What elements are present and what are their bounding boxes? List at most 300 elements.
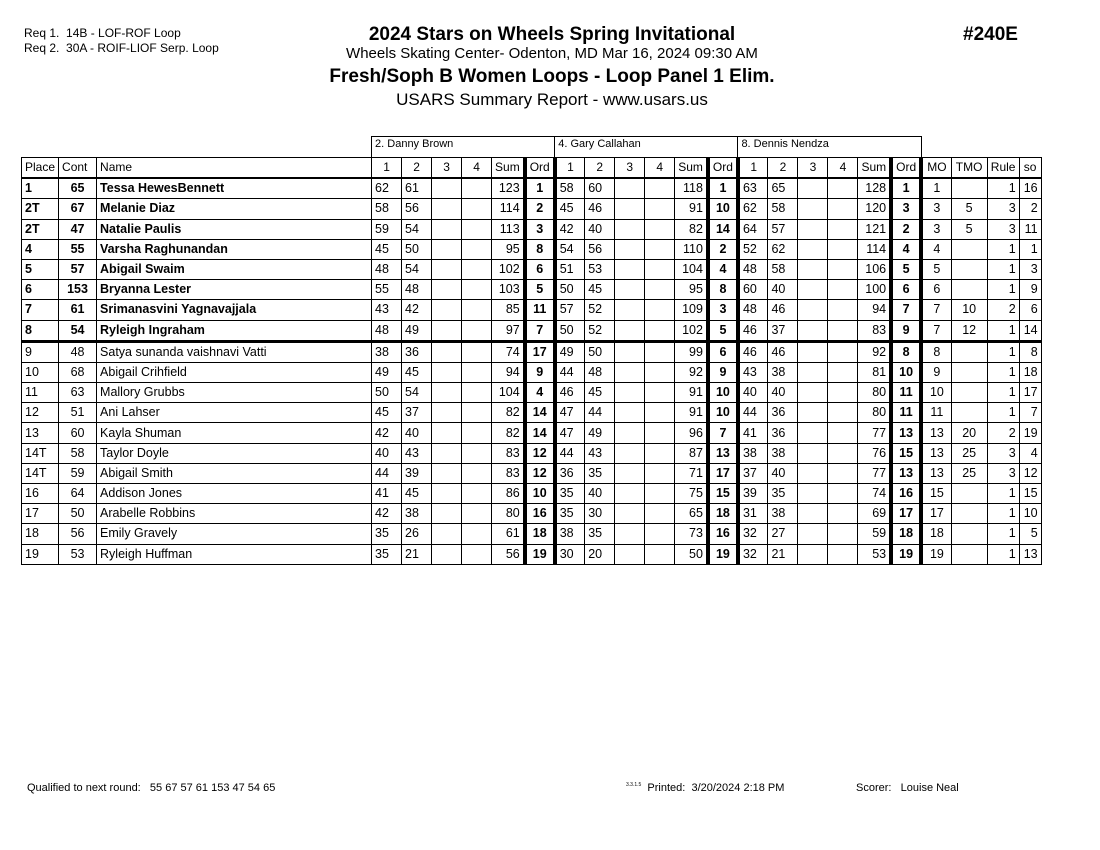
- table-row: [22, 320, 1042, 341]
- mark-cell: 48: [585, 362, 615, 382]
- mark-cell: [615, 219, 645, 239]
- sum-cell: 104: [675, 259, 708, 279]
- sum-cell: 91: [675, 383, 708, 403]
- cont-cell: 47: [59, 219, 97, 239]
- mark-cell: 26: [402, 524, 432, 544]
- mo-cell: 15: [921, 484, 951, 504]
- ordinal-cell: 15: [708, 484, 738, 504]
- mark-cell: 42: [402, 300, 432, 320]
- mark-cell: [645, 383, 675, 403]
- mark-cell: 39: [402, 463, 432, 483]
- ordinal-cell: 14: [708, 219, 738, 239]
- mark-cell: [828, 484, 858, 504]
- mark-cell: [798, 259, 828, 279]
- mark-cell: [432, 403, 462, 423]
- mark-cell: [828, 504, 858, 524]
- mark-cell: [828, 219, 858, 239]
- table-row: [22, 280, 1042, 300]
- ordinal-cell: 7: [525, 320, 555, 341]
- mark-cell: 45: [372, 239, 402, 259]
- place-cell: 13: [22, 423, 59, 443]
- mark-cell: [432, 504, 462, 524]
- mark-cell: 38: [372, 341, 402, 362]
- ordinal-cell: 10: [708, 199, 738, 219]
- mark-cell: [432, 484, 462, 504]
- mark-cell: [615, 341, 645, 362]
- sum-cell: 104: [492, 383, 525, 403]
- ordinal-cell: 3: [525, 219, 555, 239]
- skater-name-cell: Ryleigh Huffman: [97, 544, 372, 564]
- mark-cell: [798, 524, 828, 544]
- mark-cell: [462, 259, 492, 279]
- sum-cell: 96: [675, 423, 708, 443]
- rule-cell: 2: [987, 423, 1019, 443]
- mark-cell: 38: [738, 443, 768, 463]
- mark-cell: [462, 199, 492, 219]
- mark-cell: 43: [372, 300, 402, 320]
- mark-cell: [615, 504, 645, 524]
- skater-name-cell: Tessa HewesBennett: [97, 178, 372, 199]
- mark-cell: [462, 383, 492, 403]
- mark-cell: 59: [372, 219, 402, 239]
- ordinal-cell: 17: [708, 463, 738, 483]
- mark-cell: 41: [372, 484, 402, 504]
- table-row: [22, 463, 1042, 483]
- ordinal-cell: 12: [525, 463, 555, 483]
- mark-cell: 65: [768, 178, 798, 199]
- mark-cell: 41: [738, 423, 768, 443]
- mark-cell: [462, 544, 492, 564]
- ordinal-cell: 18: [891, 524, 921, 544]
- mark-cell: 47: [555, 423, 585, 443]
- table-row: [22, 443, 1042, 463]
- mark-cell: [615, 199, 645, 219]
- sum-cell: 82: [492, 403, 525, 423]
- sum-cell: 53: [858, 544, 891, 564]
- tmo-cell: 5: [951, 199, 987, 219]
- cont-cell: 68: [59, 362, 97, 382]
- ordinal-cell: 9: [708, 362, 738, 382]
- mark-cell: 43: [402, 443, 432, 463]
- mark-cell: [462, 362, 492, 382]
- mark-cell: 57: [555, 300, 585, 320]
- mark-cell: 52: [585, 300, 615, 320]
- mark-cell: [798, 504, 828, 524]
- col-judge-2-mark-4: 4: [645, 158, 675, 179]
- mark-cell: [645, 199, 675, 219]
- sum-cell: 65: [675, 504, 708, 524]
- mark-cell: 50: [555, 320, 585, 341]
- mo-cell: 13: [921, 463, 951, 483]
- mo-cell: 1: [921, 178, 951, 199]
- mark-cell: 61: [402, 178, 432, 199]
- mark-cell: [828, 443, 858, 463]
- tmo-cell: 25: [951, 443, 987, 463]
- sum-cell: 71: [675, 463, 708, 483]
- col-judge-3-mark-1: 1: [738, 158, 768, 179]
- mark-cell: 58: [555, 178, 585, 199]
- col-place: Place: [22, 158, 59, 179]
- mark-cell: 38: [768, 362, 798, 382]
- skater-name-cell: Srimanasvini Yagnavajjala: [97, 300, 372, 320]
- mark-cell: [432, 524, 462, 544]
- skater-name-cell: Satya sunanda vaishnavi Vatti: [97, 341, 372, 362]
- place-cell: 16: [22, 484, 59, 504]
- rule-cell: 1: [987, 178, 1019, 199]
- skater-name-cell: Abigail Swaim: [97, 259, 372, 279]
- mark-cell: 58: [372, 199, 402, 219]
- cont-cell: 50: [59, 504, 97, 524]
- ordinal-cell: 9: [525, 362, 555, 382]
- sum-cell: 85: [492, 300, 525, 320]
- mark-cell: 31: [738, 504, 768, 524]
- mark-cell: [462, 341, 492, 362]
- sum-cell: 82: [675, 219, 708, 239]
- mark-cell: 46: [768, 341, 798, 362]
- mark-cell: [462, 484, 492, 504]
- table-row: [22, 219, 1042, 239]
- rule-cell: 3: [987, 463, 1019, 483]
- mark-cell: [432, 463, 462, 483]
- so-cell: 6: [1019, 300, 1041, 320]
- mark-cell: [645, 443, 675, 463]
- mark-cell: [615, 443, 645, 463]
- rule-cell: 1: [987, 239, 1019, 259]
- col-judge-1-sum: Sum: [492, 158, 525, 179]
- mark-cell: 40: [768, 383, 798, 403]
- mark-cell: [645, 280, 675, 300]
- ordinal-cell: 4: [525, 383, 555, 403]
- place-cell: 1: [22, 178, 59, 199]
- ordinal-cell: 19: [708, 544, 738, 564]
- mark-cell: [645, 463, 675, 483]
- tmo-cell: [951, 484, 987, 504]
- judge-2-name: 4. Gary Callahan: [555, 137, 738, 158]
- mark-cell: 50: [372, 383, 402, 403]
- scorer-line: [856, 782, 959, 794]
- skater-name-cell: Mallory Grubbs: [97, 383, 372, 403]
- event-title: Fresh/Soph B Women Loops - Loop Panel 1 Elim.: [329, 66, 775, 87]
- ordinal-cell: 16: [891, 484, 921, 504]
- rule-cell: 3: [987, 443, 1019, 463]
- so-cell: 14: [1019, 320, 1041, 341]
- mark-cell: 44: [585, 403, 615, 423]
- qualified-label: Qualified to next round:: [27, 782, 141, 794]
- sum-cell: 82: [492, 423, 525, 443]
- mark-cell: [432, 383, 462, 403]
- mark-cell: [432, 362, 462, 382]
- mark-cell: 21: [402, 544, 432, 564]
- mo-cell: 13: [921, 443, 951, 463]
- so-cell: 19: [1019, 423, 1041, 443]
- ordinal-cell: 4: [891, 239, 921, 259]
- qualified-list: 55 67 57 61 153 47 54 65: [149, 782, 276, 794]
- mark-cell: 46: [738, 341, 768, 362]
- skater-name-cell: Ryleigh Ingraham: [97, 320, 372, 341]
- ordinal-cell: 6: [708, 341, 738, 362]
- sum-cell: 87: [675, 443, 708, 463]
- mark-cell: 21: [768, 544, 798, 564]
- so-cell: 9: [1019, 280, 1041, 300]
- mark-cell: 45: [585, 280, 615, 300]
- mark-cell: 62: [372, 178, 402, 199]
- rule-cell: 1: [987, 362, 1019, 382]
- ordinal-cell: 14: [525, 423, 555, 443]
- tmo-cell: [951, 341, 987, 362]
- sum-cell: 128: [858, 178, 891, 199]
- cont-cell: 63: [59, 383, 97, 403]
- tmo-cell: 5: [951, 219, 987, 239]
- mark-cell: [615, 383, 645, 403]
- cont-cell: 58: [59, 443, 97, 463]
- mark-cell: 60: [738, 280, 768, 300]
- mark-cell: [462, 320, 492, 341]
- place-cell: 12: [22, 403, 59, 423]
- mark-cell: 42: [555, 219, 585, 239]
- mark-cell: [645, 239, 675, 259]
- sum-cell: 110: [675, 239, 708, 259]
- mark-cell: [828, 423, 858, 443]
- col-mo: MO: [921, 158, 951, 179]
- mo-cell: 4: [921, 239, 951, 259]
- mark-cell: [432, 300, 462, 320]
- mark-cell: [462, 219, 492, 239]
- mo-cell: 18: [921, 524, 951, 544]
- sum-cell: 80: [858, 383, 891, 403]
- cont-cell: 67: [59, 199, 97, 219]
- skater-name-cell: Taylor Doyle: [97, 443, 372, 463]
- mark-cell: 64: [738, 219, 768, 239]
- so-cell: 5: [1019, 524, 1041, 544]
- mark-cell: 62: [738, 199, 768, 219]
- ordinal-cell: 2: [891, 219, 921, 239]
- mark-cell: [462, 239, 492, 259]
- mark-cell: [615, 320, 645, 341]
- rule-cell: 1: [987, 341, 1019, 362]
- req-label: Req 2.: [24, 41, 60, 55]
- rule-cell: 3: [987, 219, 1019, 239]
- mark-cell: 49: [585, 423, 615, 443]
- mark-cell: 60: [585, 178, 615, 199]
- mark-cell: [432, 320, 462, 341]
- skater-name-cell: Arabelle Robbins: [97, 504, 372, 524]
- place-cell: 14T: [22, 443, 59, 463]
- place-cell: 4: [22, 239, 59, 259]
- mark-cell: 45: [402, 484, 432, 504]
- mark-cell: 38: [402, 504, 432, 524]
- mark-cell: 50: [585, 341, 615, 362]
- mark-cell: 47: [555, 403, 585, 423]
- place-cell: 17: [22, 504, 59, 524]
- mark-cell: 38: [555, 524, 585, 544]
- mark-cell: [615, 544, 645, 564]
- mark-cell: 32: [738, 544, 768, 564]
- ordinal-cell: 6: [525, 259, 555, 279]
- mark-cell: [798, 362, 828, 382]
- sum-cell: 92: [858, 341, 891, 362]
- mark-cell: [432, 280, 462, 300]
- mark-cell: 49: [402, 320, 432, 341]
- skater-name-cell: Kayla Shuman: [97, 423, 372, 443]
- mo-cell: 3: [921, 199, 951, 219]
- place-cell: 2T: [22, 199, 59, 219]
- mark-cell: 37: [738, 463, 768, 483]
- sum-cell: 83: [492, 443, 525, 463]
- col-judge-2-mark-1: 1: [555, 158, 585, 179]
- mark-cell: 40: [768, 463, 798, 483]
- col-tmo: TMO: [951, 158, 987, 179]
- mo-cell: 11: [921, 403, 951, 423]
- event-number: #240E: [963, 24, 1018, 45]
- sum-cell: 114: [858, 239, 891, 259]
- mark-cell: [828, 383, 858, 403]
- ordinal-cell: 17: [891, 504, 921, 524]
- sum-cell: 114: [492, 199, 525, 219]
- mark-cell: [615, 463, 645, 483]
- ordinal-cell: 7: [708, 423, 738, 443]
- ordinal-cell: 19: [525, 544, 555, 564]
- place-cell: 8: [22, 320, 59, 341]
- mark-cell: [462, 178, 492, 199]
- col-judge-3-mark-3: 3: [798, 158, 828, 179]
- rule-cell: 3: [987, 199, 1019, 219]
- skater-name-cell: Abigail Crihfield: [97, 362, 372, 382]
- mark-cell: 44: [555, 362, 585, 382]
- mark-cell: [645, 341, 675, 362]
- table-row: [22, 544, 1042, 564]
- table-row: [22, 423, 1042, 443]
- ordinal-cell: 18: [525, 524, 555, 544]
- ordinal-cell: 5: [708, 320, 738, 341]
- cont-cell: 60: [59, 423, 97, 443]
- tmo-cell: 25: [951, 463, 987, 483]
- mark-cell: 48: [372, 320, 402, 341]
- mark-cell: [645, 259, 675, 279]
- mark-cell: 40: [585, 219, 615, 239]
- ordinal-cell: 12: [525, 443, 555, 463]
- table-row: [22, 383, 1042, 403]
- sum-cell: 81: [858, 362, 891, 382]
- mark-cell: 45: [372, 403, 402, 423]
- mark-cell: [645, 484, 675, 504]
- mark-cell: 53: [585, 259, 615, 279]
- ordinal-cell: 16: [708, 524, 738, 544]
- ordinal-cell: 19: [891, 544, 921, 564]
- mark-cell: [798, 320, 828, 341]
- rule-cell: 1: [987, 320, 1019, 341]
- ordinal-cell: 10: [708, 403, 738, 423]
- mark-cell: [798, 484, 828, 504]
- mark-cell: [828, 280, 858, 300]
- col-judge-2-sum: Sum: [675, 158, 708, 179]
- sum-cell: 74: [492, 341, 525, 362]
- place-cell: 14T: [22, 463, 59, 483]
- mark-cell: [432, 178, 462, 199]
- mark-cell: [615, 280, 645, 300]
- so-cell: 13: [1019, 544, 1041, 564]
- mark-cell: 48: [738, 259, 768, 279]
- sum-cell: 69: [858, 504, 891, 524]
- mark-cell: [798, 178, 828, 199]
- cont-cell: 61: [59, 300, 97, 320]
- mark-cell: 50: [402, 239, 432, 259]
- sum-cell: 61: [492, 524, 525, 544]
- mark-cell: [798, 280, 828, 300]
- table-row: [22, 504, 1042, 524]
- ordinal-cell: 11: [891, 383, 921, 403]
- cont-cell: 53: [59, 544, 97, 564]
- mark-cell: 36: [768, 423, 798, 443]
- printed-value: 3/20/2024 2:18 PM: [691, 782, 785, 794]
- printed-line: [626, 782, 784, 794]
- mark-cell: 46: [738, 320, 768, 341]
- mark-cell: 54: [402, 383, 432, 403]
- competition-title: 2024 Stars on Wheels Spring Invitational: [368, 24, 736, 45]
- so-cell: 2: [1019, 199, 1041, 219]
- mo-cell: 10: [921, 383, 951, 403]
- mark-cell: [432, 219, 462, 239]
- mark-cell: [798, 300, 828, 320]
- so-cell: 8: [1019, 341, 1041, 362]
- version-label: 3.3.1.5: [626, 782, 642, 788]
- tmo-cell: 12: [951, 320, 987, 341]
- mark-cell: 51: [555, 259, 585, 279]
- ordinal-cell: 10: [525, 484, 555, 504]
- sum-cell: 102: [492, 259, 525, 279]
- place-cell: 5: [22, 259, 59, 279]
- mo-cell: 19: [921, 544, 951, 564]
- mark-cell: 40: [768, 280, 798, 300]
- mark-cell: [462, 300, 492, 320]
- tmo-cell: [951, 504, 987, 524]
- so-cell: 17: [1019, 383, 1041, 403]
- col-judge-1-mark-4: 4: [462, 158, 492, 179]
- ordinal-cell: 14: [525, 403, 555, 423]
- mark-cell: [798, 383, 828, 403]
- mark-cell: 37: [402, 403, 432, 423]
- sum-cell: 92: [675, 362, 708, 382]
- column-header-row: [22, 158, 1042, 179]
- mark-cell: 40: [372, 443, 402, 463]
- sum-cell: 91: [675, 403, 708, 423]
- mark-cell: [615, 403, 645, 423]
- scorer-label: Scorer:: [856, 782, 892, 794]
- mark-cell: 52: [585, 320, 615, 341]
- mark-cell: 56: [585, 239, 615, 259]
- mark-cell: [462, 463, 492, 483]
- req-value: 14B - LOF-ROF Loop: [66, 26, 181, 40]
- cont-cell: 57: [59, 259, 97, 279]
- sum-cell: 76: [858, 443, 891, 463]
- ordinal-cell: 11: [891, 403, 921, 423]
- mark-cell: [432, 443, 462, 463]
- mark-cell: [432, 341, 462, 362]
- tmo-cell: 10: [951, 300, 987, 320]
- ordinal-cell: 15: [891, 443, 921, 463]
- mark-cell: [798, 199, 828, 219]
- sum-cell: 74: [858, 484, 891, 504]
- mark-cell: [615, 423, 645, 443]
- tmo-cell: [951, 280, 987, 300]
- sum-cell: 106: [858, 259, 891, 279]
- mark-cell: [798, 544, 828, 564]
- so-cell: 4: [1019, 443, 1041, 463]
- rule-cell: 1: [987, 259, 1019, 279]
- so-cell: 15: [1019, 484, 1041, 504]
- sum-cell: 80: [858, 403, 891, 423]
- mark-cell: 35: [372, 544, 402, 564]
- col-judge-2-mark-3: 3: [615, 158, 645, 179]
